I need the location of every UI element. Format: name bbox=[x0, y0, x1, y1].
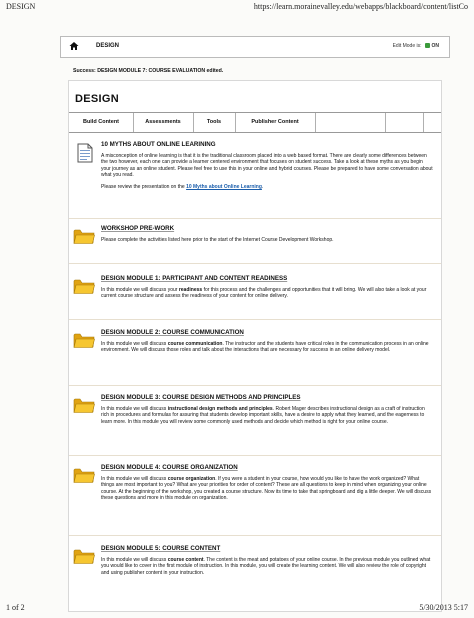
item-title[interactable]: DESIGN MODULE 1: PARTICIPANT AND CONTENT READINESS bbox=[101, 275, 288, 282]
item-description: Please complete the activities listed here prior to the start of the Internet Course Development Workshop. bbox=[101, 237, 334, 243]
item-description: In this module we will discuss your readiness for this process and the challenges and opportunities that it will bring. We will also take a look at your current course structure and assess the readiness of your content for online delivery. bbox=[101, 287, 427, 300]
publisher-content-button[interactable]: Publisher Content bbox=[235, 113, 316, 132]
list-item bbox=[69, 141, 441, 213]
item-title[interactable]: DESIGN MODULE 5: COURSE CONTENT bbox=[101, 545, 221, 552]
home-icon[interactable] bbox=[69, 41, 79, 51]
item-divider bbox=[69, 535, 441, 536]
print-timestamp: 5/30/2013 5:17 bbox=[419, 603, 468, 612]
action-bar bbox=[69, 112, 441, 133]
item-description: In this module we will discuss course organization. If you were a student in your course, how would you like to have the work organized? What things are most important to you? What are your priorities for order of content? These are all questions to keep in mind when organizing your online course. At the beginning of the workshop, you created a course structure. Now its time to take that springboard and dig a little deeper. We will discuss these questions and more in this module on organization. bbox=[101, 476, 432, 501]
folder-icon bbox=[73, 545, 95, 567]
content-area bbox=[68, 80, 442, 612]
content-list bbox=[69, 137, 441, 612]
assessments-button[interactable]: Assessments bbox=[133, 113, 194, 132]
item-title[interactable]: 10 MYTHS ABOUT ONLINE LEARINING bbox=[101, 141, 216, 148]
item-title[interactable]: DESIGN MODULE 2: COURSE COMMUNICATION bbox=[101, 329, 244, 336]
item-description: In this module we will discuss course communication. The instructor and the students have critical roles in the communication process in an online environment. We will discuss those roles and talk about the interactions that are necessary for success in an online delivery model. bbox=[101, 341, 429, 354]
item-divider bbox=[69, 455, 441, 456]
print-header-title: DESIGN bbox=[6, 2, 36, 11]
print-footer bbox=[6, 603, 468, 615]
item-review-line bbox=[101, 184, 433, 190]
folder-icon bbox=[73, 329, 95, 351]
document-icon bbox=[77, 143, 93, 163]
edit-mode-toggle[interactable] bbox=[393, 43, 439, 49]
item-divider bbox=[69, 263, 441, 264]
build-content-button[interactable]: Build Content bbox=[69, 113, 134, 132]
list-item bbox=[69, 275, 441, 311]
page-number: 1 of 2 bbox=[6, 603, 25, 612]
item-title[interactable]: WORKSHOP PRE-WORK bbox=[101, 225, 175, 232]
myths-presentation-link[interactable]: 10 Myths about Online Learning bbox=[186, 184, 262, 191]
course-title[interactable]: DESIGN bbox=[96, 43, 120, 49]
item-description: In this module we will discuss instructional design methods and principles. Robert Mager describes instructional design as a craft of instruction rich in procedures and formulas for assuring that students develop important skills, have a desire to apply what they learned, and the eagerness to learn more. In this module you will review some commonly used methods and decide which method is right for your online course. bbox=[101, 406, 425, 425]
folder-icon bbox=[73, 225, 95, 247]
item-description: In this module we will discuss course content. The content is the meat and potatoes of your online course. In the previous module you outlined what you would like to cover in the first module of instruction. In this module, you will create the learning content. We will also review the role of copyright and using publisher content in your instruction. bbox=[101, 557, 431, 576]
print-header-url: https://learn.morainevalley.edu/webapps/blackboard/content/listCo bbox=[253, 2, 468, 11]
edit-mode-label: Edit Mode is: bbox=[392, 43, 422, 49]
course-topbar bbox=[60, 36, 450, 58]
list-item bbox=[69, 545, 441, 589]
list-item bbox=[69, 225, 441, 255]
folder-icon bbox=[73, 275, 95, 297]
page-title: DESIGN bbox=[75, 93, 119, 105]
item-title[interactable]: DESIGN MODULE 4: COURSE ORGANIZATION bbox=[101, 464, 238, 471]
folder-icon bbox=[73, 464, 95, 486]
edit-mode-value: ON bbox=[431, 43, 439, 49]
item-divider bbox=[69, 385, 441, 386]
list-item bbox=[69, 329, 441, 373]
action-bar-empty-2 bbox=[385, 113, 424, 132]
success-message: Success: DESIGN MODULE 7: COURSE EVALUATION edited. bbox=[73, 68, 224, 74]
item-divider bbox=[69, 218, 441, 219]
item-title[interactable]: DESIGN MODULE 3: COURSE DESIGN METHODS AND PRINCIPLES bbox=[101, 394, 301, 401]
edit-mode-check-icon bbox=[425, 43, 430, 48]
item-description: A misconception of online learning is that it is the traditional classroom placed into a web based format. There are clearly some differences between the two however, each one can provide a learner centered environment that focuses on student success. Take a look at these myths as you begin your journey as an online student. Please feel free to use this in your online and hybrid courses. Please be prepared to have some conversation about what you read. bbox=[101, 153, 433, 178]
print-header bbox=[6, 2, 468, 14]
item-divider bbox=[69, 319, 441, 320]
review-prefix: Please review the presentation on the bbox=[101, 184, 185, 191]
list-item bbox=[69, 394, 441, 450]
action-bar-empty-1 bbox=[315, 113, 386, 132]
tools-button[interactable]: Tools bbox=[193, 113, 236, 132]
folder-icon bbox=[73, 394, 95, 416]
list-item bbox=[69, 464, 441, 528]
review-suffix: . bbox=[261, 184, 264, 191]
